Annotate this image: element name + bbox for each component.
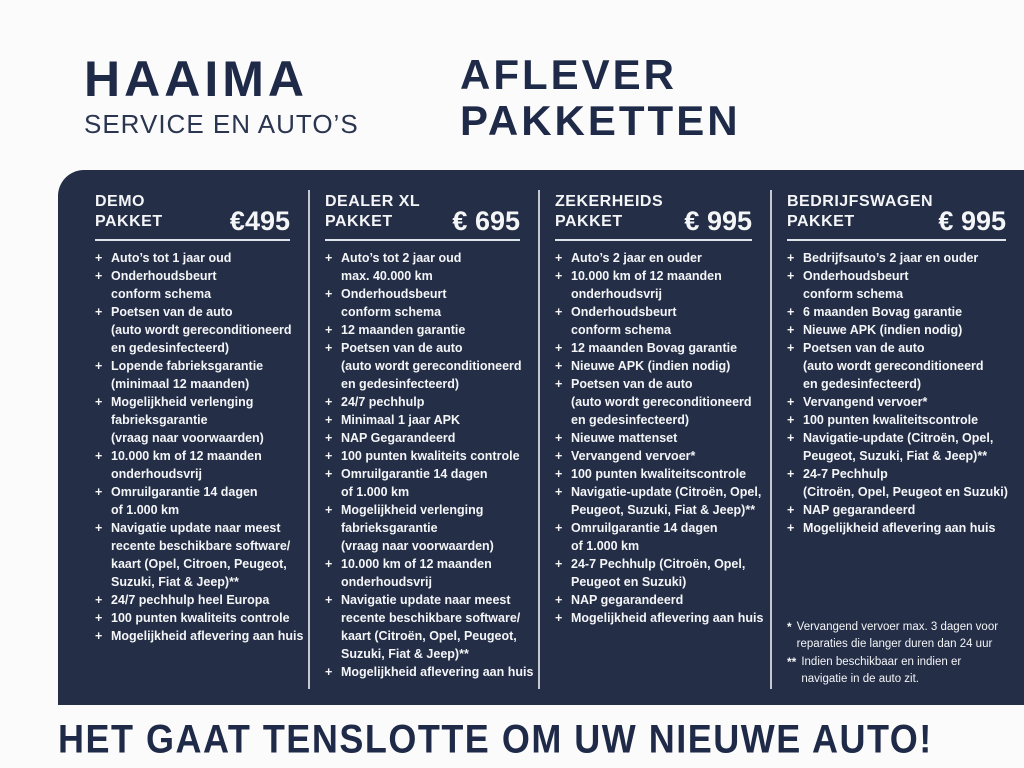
item-line: en gedesinfecteerd) [111, 340, 230, 355]
package-header [555, 192, 764, 236]
item-line: (auto wordt gereconditioneerd [803, 358, 984, 373]
item-line: Onderhoudsbeurt [571, 304, 677, 319]
item-lines [341, 447, 520, 465]
item-line: Nieuwe mattenset [571, 430, 678, 445]
item-lines [803, 519, 995, 537]
package-column-demo [58, 192, 308, 705]
package-item [787, 303, 1018, 321]
package-item [325, 501, 532, 555]
header-underline [325, 239, 520, 241]
item-line: NAP gegarandeerd [571, 592, 684, 607]
plus-icon: + [555, 340, 563, 355]
package-title-line2: PAKKET [787, 213, 855, 230]
item-lines [341, 555, 492, 591]
item-line: Bedrijfsauto’s 2 jaar en ouder [803, 250, 979, 265]
footnote [787, 619, 1018, 654]
package-item [555, 429, 764, 447]
package-item [325, 591, 532, 663]
item-line: Omruilgarantie 14 dagen [571, 520, 718, 535]
item-lines [571, 357, 730, 375]
package-header [787, 192, 1018, 236]
item-lines [571, 303, 677, 339]
item-line: NAP Gegarandeerd [341, 430, 456, 445]
plus-icon: + [787, 268, 795, 283]
column-divider [538, 190, 540, 689]
package-title-line1: BEDRIJFSWAGEN [787, 193, 934, 210]
item-line: Auto’s 2 jaar en ouder [571, 250, 702, 265]
item-line: 24/7 pechhulp heel Europa [111, 592, 270, 607]
item-lines [111, 249, 231, 267]
package-item [555, 483, 764, 519]
item-lines [803, 249, 978, 267]
footnotes [787, 619, 1018, 689]
item-line: fabrieksgarantie [341, 520, 438, 535]
item-line: 10.000 km of 12 maanden [111, 448, 262, 463]
item-line: Mogelijkheid verlenging [341, 502, 484, 517]
item-line: Mogelijkheid aflevering aan huis [803, 520, 996, 535]
page-title [460, 52, 741, 144]
column-divider [770, 190, 772, 689]
item-lines [803, 267, 909, 303]
header-underline [95, 239, 290, 241]
item-lines [111, 303, 292, 357]
package-title-line1: DEALER XL [325, 193, 421, 210]
plus-icon: + [555, 556, 563, 571]
package-item [95, 357, 302, 393]
plus-icon: + [787, 322, 795, 337]
plus-icon: + [555, 520, 563, 535]
column-divider [308, 190, 310, 689]
plus-icon: + [325, 466, 333, 481]
item-lines [341, 429, 455, 447]
plus-icon: + [95, 304, 103, 319]
item-lines [803, 303, 962, 321]
package-item [787, 393, 1018, 411]
item-line: Navigatie-update (Citroën, Opel, [803, 430, 994, 445]
plus-icon: + [325, 322, 333, 337]
item-line: Omruilgarantie 14 dagen [341, 466, 488, 481]
package-item [555, 555, 764, 591]
item-line: en gedesinfecteerd) [571, 412, 690, 427]
package-item [95, 609, 302, 627]
plus-icon: + [325, 250, 333, 265]
item-line: 10.000 km of 12 maanden [341, 556, 492, 571]
package-title-line1: ZEKERHEIDS [555, 193, 664, 210]
package-item [555, 375, 764, 429]
item-line: onderhoudsvrij [111, 466, 202, 481]
item-line: Poetsen van de auto [111, 304, 233, 319]
plus-icon: + [325, 340, 333, 355]
footnote-line: Vervangend vervoer max. 3 dagen voor [796, 620, 999, 633]
item-line: Nieuwe APK (indien nodig) [803, 322, 963, 337]
item-lines [111, 393, 264, 447]
package-item [787, 501, 1018, 519]
item-line: (auto wordt gereconditioneerd [571, 394, 752, 409]
plus-icon: + [555, 610, 563, 625]
item-line: (auto wordt gereconditioneerd [341, 358, 522, 373]
item-line: (vraag naar voorwaarden) [341, 538, 494, 553]
header-underline [787, 239, 1006, 241]
footnote-line: reparaties die langer duren dan 24 uur [796, 638, 993, 650]
plus-icon: + [325, 430, 333, 445]
item-lines [111, 357, 263, 393]
brand-name: HAAIMA [84, 51, 308, 107]
package-item [325, 321, 532, 339]
plus-icon: + [95, 448, 103, 463]
item-lines [803, 339, 984, 393]
package-items [95, 249, 302, 645]
package-header [325, 192, 532, 236]
item-line: of 1.000 km [341, 484, 410, 499]
package-item [325, 393, 532, 411]
package-items [787, 249, 1018, 537]
plus-icon: + [555, 592, 563, 607]
item-lines [803, 393, 927, 411]
package-item [95, 447, 302, 483]
item-lines [571, 429, 677, 447]
item-lines [571, 249, 702, 267]
item-lines [341, 663, 533, 681]
package-item [325, 429, 532, 447]
item-line: Nieuwe APK (indien nodig) [571, 358, 731, 373]
item-lines [571, 447, 695, 465]
plus-icon: + [787, 502, 795, 517]
package-item [555, 267, 764, 303]
item-lines [341, 411, 460, 429]
item-line: recente beschikbare software/ [111, 538, 291, 553]
item-line: NAP gegarandeerd [803, 502, 916, 517]
plus-icon: + [555, 466, 563, 481]
plus-icon: + [555, 268, 563, 283]
item-line: Omruilgarantie 14 dagen [111, 484, 258, 499]
header-underline [555, 239, 752, 241]
plus-icon: + [555, 376, 563, 391]
item-line: kaart (Opel, Citroen, Peugeot, [111, 556, 287, 571]
plus-icon: + [95, 484, 103, 499]
plus-icon: + [325, 448, 333, 463]
package-item [555, 609, 764, 627]
package-price: € 995 [938, 206, 1006, 236]
package-item [555, 591, 764, 609]
item-line: 6 maanden Bovag garantie [803, 304, 963, 319]
footnote-line: Indien beschikbaar en indien er [801, 655, 962, 668]
footer-tagline: HET GAAT TENSLOTTE OM UW NIEUWE AUTO! [58, 716, 933, 762]
asterisk-icon: * [787, 619, 792, 634]
package-item [787, 411, 1018, 429]
plus-icon: + [787, 466, 795, 481]
package-item [787, 339, 1018, 393]
footnote-line: navigatie in de auto zit. [801, 673, 919, 685]
plus-icon: + [555, 304, 563, 319]
package-item [95, 249, 302, 267]
item-line: 24-7 Pechhulp [803, 466, 888, 481]
item-line: onderhoudsvrij [571, 286, 662, 301]
item-line: Vervangend vervoer* [803, 394, 928, 409]
package-item [555, 357, 764, 375]
item-lines [803, 501, 915, 519]
item-lines [803, 321, 962, 339]
item-line: 100 punten kwaliteitscontrole [571, 466, 747, 481]
package-item [555, 303, 764, 339]
item-lines [803, 465, 1008, 501]
item-line: Mogelijkheid verlenging [111, 394, 254, 409]
item-line: Lopende fabrieksgarantie [111, 358, 264, 373]
plus-icon: + [787, 430, 795, 445]
package-item [555, 447, 764, 465]
item-line: (auto wordt gereconditioneerd [111, 322, 292, 337]
package-item [325, 663, 532, 681]
package-item [325, 447, 532, 465]
plus-icon: + [787, 304, 795, 319]
footnote-lines [801, 654, 961, 689]
package-item [95, 627, 302, 645]
plus-icon: + [95, 628, 103, 643]
package-item [787, 519, 1018, 537]
plus-icon: + [95, 250, 103, 265]
item-line: Mogelijkheid aflevering aan huis [571, 610, 764, 625]
item-line: Peugeot, Suzuki, Fiat & Jeep)** [803, 448, 988, 463]
item-line: Poetsen van de auto [341, 340, 463, 355]
item-lines [111, 519, 290, 591]
item-line: of 1.000 km [111, 502, 180, 517]
item-lines [341, 501, 494, 555]
item-lines [341, 321, 465, 339]
plus-icon: + [325, 664, 333, 679]
package-price: € 695 [452, 206, 520, 236]
item-line: Suzuki, Fiat & Jeep)** [111, 574, 239, 589]
plus-icon: + [325, 556, 333, 571]
plus-icon: + [325, 394, 333, 409]
item-line: conform schema [341, 304, 442, 319]
package-item [787, 429, 1018, 465]
package-title [95, 192, 163, 232]
item-line: Peugeot en Suzuki) [571, 574, 687, 589]
item-lines [341, 465, 488, 501]
package-item [325, 465, 532, 501]
item-line: onderhoudsvrij [341, 574, 432, 589]
package-item [325, 339, 532, 393]
item-line: 100 punten kwaliteits controle [341, 448, 520, 463]
item-line: 100 punten kwaliteitscontrole [803, 412, 979, 427]
package-item [555, 465, 764, 483]
footnote [787, 654, 1018, 689]
item-lines [571, 483, 761, 519]
asterisk-icon: ** [787, 654, 797, 669]
item-line: Navigatie-update (Citroën, Opel, [571, 484, 762, 499]
item-line: en gedesinfecteerd) [803, 376, 922, 391]
package-item [325, 285, 532, 321]
package-items [555, 249, 764, 627]
plus-icon: + [325, 592, 333, 607]
package-title [555, 192, 663, 232]
item-line: 10.000 km of 12 maanden [571, 268, 722, 283]
item-line: 24/7 pechhulp [341, 394, 425, 409]
plus-icon: + [555, 484, 563, 499]
package-item [95, 267, 302, 303]
item-lines [111, 609, 290, 627]
item-line: (vraag naar voorwaarden) [111, 430, 264, 445]
page-title-line2: PAKKETTEN [460, 97, 741, 144]
package-item [95, 591, 302, 609]
brand-logo [84, 50, 359, 138]
package-item [95, 519, 302, 591]
item-lines [341, 339, 522, 393]
package-header [95, 192, 302, 236]
package-column-bedrijfswagen [770, 192, 1024, 705]
package-price: €495 [229, 206, 290, 236]
package-item [325, 555, 532, 591]
item-line: (Citroën, Opel, Peugeot en Suzuki) [803, 484, 1008, 499]
package-title-line2: PAKKET [95, 213, 163, 230]
plus-icon: + [555, 358, 563, 373]
item-line: 12 maanden garantie [341, 322, 466, 337]
item-line: Auto’s tot 1 jaar oud [111, 250, 232, 265]
item-lines [571, 609, 763, 627]
item-line: recente beschikbare software/ [341, 610, 521, 625]
package-title-line2: PAKKET [325, 213, 393, 230]
package-item [555, 519, 764, 555]
page-title-line1: AFLEVER [460, 51, 678, 98]
plus-icon: + [95, 592, 103, 607]
item-lines [571, 555, 745, 591]
item-lines [803, 411, 978, 429]
package-item [787, 465, 1018, 501]
item-line: Auto’s tot 2 jaar oud [341, 250, 462, 265]
package-item [325, 411, 532, 429]
package-column-zekerheids [538, 192, 770, 705]
item-line: fabrieksgarantie [111, 412, 208, 427]
package-title [325, 192, 420, 232]
item-line: en gedesinfecteerd) [341, 376, 460, 391]
item-line: Onderhoudsbeurt [341, 286, 447, 301]
plus-icon: + [95, 394, 103, 409]
plus-icon: + [325, 286, 333, 301]
plus-icon: + [787, 340, 795, 355]
plus-icon: + [787, 394, 795, 409]
item-line: Suzuki, Fiat & Jeep)** [341, 646, 469, 661]
plus-icon: + [787, 250, 795, 265]
item-lines [341, 285, 447, 321]
package-title [787, 192, 933, 232]
item-lines [571, 339, 737, 357]
item-lines [111, 483, 258, 519]
item-lines [111, 591, 269, 609]
packages-panel [58, 170, 1024, 705]
package-item [787, 249, 1018, 267]
plus-icon: + [555, 448, 563, 463]
item-line: kaart (Citroën, Opel, Peugeot, [341, 628, 517, 643]
item-line: Mogelijkheid aflevering aan huis [341, 664, 534, 679]
item-line: Onderhoudsbeurt [111, 268, 217, 283]
package-item [787, 321, 1018, 339]
package-item [325, 249, 532, 285]
plus-icon: + [555, 430, 563, 445]
item-lines [571, 519, 718, 555]
package-item [95, 483, 302, 519]
item-line: Mogelijkheid aflevering aan huis [111, 628, 304, 643]
item-line: Peugeot, Suzuki, Fiat & Jeep)** [571, 502, 756, 517]
plus-icon: + [95, 610, 103, 625]
item-line: conform schema [571, 322, 672, 337]
package-item [555, 249, 764, 267]
item-lines [341, 591, 520, 663]
item-line: Vervangend vervoer* [571, 448, 696, 463]
item-lines [111, 267, 217, 303]
item-line: of 1.000 km [571, 538, 640, 553]
plus-icon: + [95, 268, 103, 283]
plus-icon: + [325, 412, 333, 427]
item-line: conform schema [111, 286, 212, 301]
brand-tagline: SERVICE EN AUTO’S [84, 109, 359, 139]
item-line: Onderhoudsbeurt [803, 268, 909, 283]
package-price: € 995 [684, 206, 752, 236]
item-line: conform schema [803, 286, 904, 301]
item-line: Navigatie update naar meest [341, 592, 511, 607]
plus-icon: + [787, 520, 795, 535]
item-line: 24-7 Pechhulp (Citroën, Opel, [571, 556, 746, 571]
package-column-dealer-xl [308, 192, 538, 705]
item-line: Poetsen van de auto [803, 340, 925, 355]
item-line: 12 maanden Bovag garantie [571, 340, 738, 355]
plus-icon: + [325, 502, 333, 517]
item-line: Poetsen van de auto [571, 376, 693, 391]
package-title-line2: PAKKET [555, 213, 623, 230]
item-lines [571, 465, 746, 483]
item-lines [341, 393, 424, 411]
item-line: (minimaal 12 maanden) [111, 376, 250, 391]
item-line: 100 punten kwaliteits controle [111, 610, 290, 625]
package-title-line1: DEMO [95, 193, 145, 210]
package-items [325, 249, 532, 681]
item-lines [803, 429, 993, 465]
item-lines [571, 375, 752, 429]
item-lines [571, 591, 683, 609]
item-lines [111, 627, 303, 645]
package-item [555, 339, 764, 357]
package-item [95, 303, 302, 357]
plus-icon: + [95, 520, 103, 535]
item-line: Navigatie update naar meest [111, 520, 281, 535]
package-item [787, 267, 1018, 303]
plus-icon: + [787, 412, 795, 427]
item-lines [341, 249, 461, 285]
item-lines [571, 267, 722, 303]
item-lines [111, 447, 262, 483]
item-line: Minimaal 1 jaar APK [341, 412, 461, 427]
footnote-lines [797, 619, 998, 654]
item-line: max. 40.000 km [341, 268, 433, 283]
plus-icon: + [555, 250, 563, 265]
plus-icon: + [95, 358, 103, 373]
package-item [95, 393, 302, 447]
